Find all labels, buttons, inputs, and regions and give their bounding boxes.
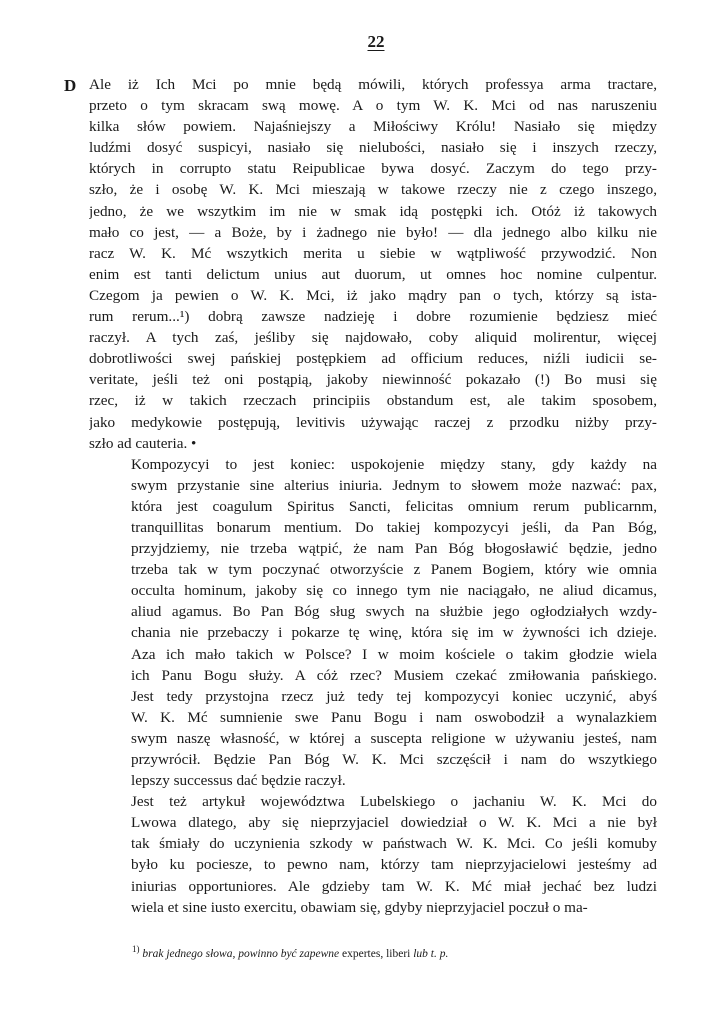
text-line: szło, że i osobę W. K. Mci mieszają w takowe rzeczy nie z czego inszego, [89, 181, 657, 199]
text-line: przywrócił. Będzie Pan Bóg W. K. Mci szczęścił i nam do wszytkiego [131, 751, 657, 768]
text-line: tak śmiały do uczynienia szkody w państwach W. K. Mci. Co jeśli komuby [131, 835, 657, 853]
footnote-italic-tail: lub t. p. [413, 947, 449, 960]
paragraph [89, 74, 657, 454]
text-line: Jest tedy przystojna rzecz już tedy tej kompozycyi koniec uczynić, abyś [131, 687, 657, 705]
text-line: Jest też artykuł województwa Lubelskiego o jachaniu W. K. Mci do [131, 793, 657, 811]
text-line: lepszy successus dać będzie raczył. [131, 772, 346, 790]
margin-letter: D [64, 76, 77, 95]
text-line: Kompozycyi to jest koniec: uspokojenie między stany, gdy każdy na [131, 455, 657, 473]
text-line: kilka słów powiem. Najaśniejszy a Miłościwy Królu! Nasiało się między [89, 118, 657, 136]
text-line: ludźmi dosyć suspicyi, nasiało się nielubości, nasiało się i inszych rzeczy, [89, 139, 657, 157]
paragraph [89, 791, 657, 918]
text-line: Ale iż Ich Mci po mnie będą mówili, których professya arma tractare, [89, 76, 657, 93]
text-line: Czegom ja pewien o W. K. Mci, iż jako mądry pan o tych, którzy są ista- [89, 286, 657, 304]
text-line: tranquillitas bonarum mentium. Do takiej kompozycyi jeśli, da Pan Bóg, [131, 518, 657, 536]
body-text [89, 74, 657, 918]
text-line: Lwowa dlatego, aby się nieprzyjaciel dowiedział o W. K. Mci a nie był [131, 814, 657, 832]
footnote [132, 944, 448, 960]
text-line: przyjdziemy, nie trzeba wątpić, że nam Pan Bóg błogosławić będzie, jedno [131, 540, 657, 558]
text-line: chania nie przebaczy i pokarze tę winę, która się im w żywności ich dzieje. [131, 624, 657, 642]
text-line: raczył. A tych zaś, jeśliby się najdowało, coby aliquid molirentur, więcej [89, 329, 657, 347]
text-line: mało co jest, — a Boże, by i żadnego nie było! — dla jednego albo kilku nie [89, 223, 657, 241]
text-line: swym przystanie sine alterius iniuria. Jednym to słowem może nazwać: pax, [131, 476, 657, 494]
text-line: racz W. K. Mć wszytkich merita u siebie w wątpliwość przywodzić. Non [89, 244, 657, 262]
footnote-italic-text: brak jednego słowa, powinno być zapewne [142, 947, 340, 960]
text-line: veritate, jeśli też oni postąpią, jakoby niewinność pokazało (!) Bo musi się [89, 371, 657, 389]
text-line: aliud agamus. Bo Pan Bóg sług swych na służbie jego ogłodziałych wzdy- [131, 603, 657, 621]
footnote-plain-text: expertes, liberi [342, 947, 414, 960]
text-line: rzec, iż w takich rzeczach principiis obstandum est, ale takim sposobem, [89, 392, 657, 410]
text-line: szło ad cauteria. • [89, 434, 197, 452]
text-line: swym naszę własność, w której a suscepta religione w używaniu jesteś, nam [131, 729, 657, 747]
text-line: trzeba tak w tym poczynać otworzyście z Panem Bogiem, który wie omnia [131, 561, 657, 579]
text-line: ich Panu Bogu służy. A cóż rzec? Musiem czekać zmiłowania pańskiego. [131, 666, 657, 684]
text-line: jako medykowie postępują, levitivis używając raczej z przodku niżby przy- [89, 413, 657, 431]
text-line: occulta hominum, jakoby się co innego tym nie naciągało, ne aliud dicamus, [131, 582, 657, 600]
text-line: rum rerum...¹) dobrą zawsze nadzieję i dobre rozumienie będziesz mieć [89, 308, 657, 326]
text-line: których in corrupto statu Reipublicae bywa dosyć. Zaczym do tego przy- [89, 160, 657, 178]
text-line: W. K. Mć sumnienie swe Panu Bogu i nam oswobodził a wynalazkiem [131, 708, 657, 726]
text-line: przeto o tym skracam swą mowę. A o tym W. K. Mci od nas naruszeniu [89, 97, 657, 115]
text-line: dobrotliwości swej pańskiej postępkiem ad officium reduces, niźli iudicii se- [89, 350, 657, 368]
text-line: Aza ich mało takich w Polsce? I w moim kościele o takim głodzie wiela [131, 645, 657, 663]
text-line: wiela et sine iusto exercitu, obawiam się, gdyby nieprzyjaciel poczuł o ma- [131, 898, 588, 916]
text-line: było ku pociesze, to pewno nam, którzy tam nieprzyjacielowi jesteśmy ad [131, 856, 657, 874]
text-line: iniurias opportuniores. Ale gdzieby tam W. K. Mć miał jechać bez ludzi [131, 877, 657, 895]
page-number: 22 [367, 32, 385, 51]
paragraph [89, 454, 657, 792]
text-line: która jest coagulum Spiritus Sancti, felicitas omnium rerum publicarnm, [131, 497, 657, 515]
text-line: enim est tanti delictum unius aut duorum, ut omnes hoc nomine culpentur. [89, 265, 657, 283]
text-line: jedno, że we wszytkim im nie w smak idą postępki ich. Otóż iż takowych [89, 202, 657, 220]
footnote-mark: 1) [132, 944, 140, 954]
